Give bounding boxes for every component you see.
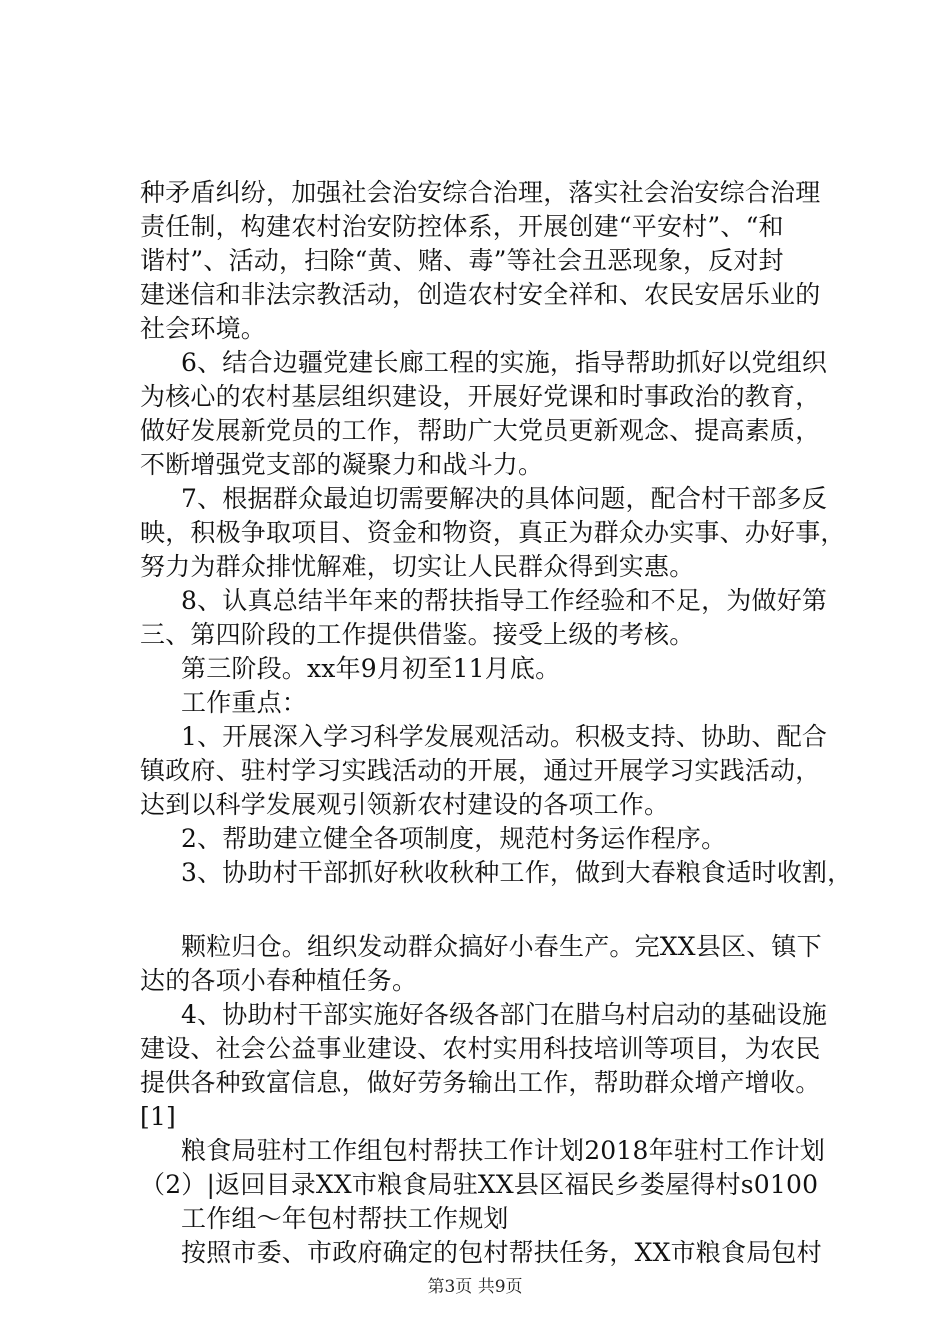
text-line: （2）|返回目录XX市粮食局驻XX县区福民乡娄屋得村s0100 bbox=[140, 1170, 819, 1199]
text-line: 8、认真总结半年来的帮扶指导工作经验和不足，为做好第 bbox=[181, 586, 828, 615]
text-line: 提供各种致富信息，做好劳务输出工作，帮助群众增产增收。 bbox=[140, 1068, 821, 1097]
text-line: 努力为群众排忧解难，切实让人民群众得到实惠。 bbox=[140, 552, 695, 581]
text-line: 三、第四阶段的工作提供借鉴。接受上级的考核。 bbox=[140, 620, 695, 649]
text-line: 按照市委、市政府确定的包村帮扶任务，XX市粮食局包村 bbox=[181, 1238, 822, 1267]
text-line: 1、开展深入学习科学发展观活动。积极支持、协助、配合 bbox=[181, 722, 828, 751]
text-line: 映，积极争取项目、资金和物资，真正为群众办实事、办好事， bbox=[140, 518, 846, 547]
text-line: 镇政府、驻村学习实践活动的开展，通过开展学习实践活动， bbox=[140, 756, 821, 785]
text-line: 建迷信和非法宗教活动，创造农村安全祥和、农民安居乐业的 bbox=[140, 280, 821, 309]
text-line: 为核心的农村基层组织建设，开展好党课和时事政治的教育， bbox=[140, 382, 821, 411]
text-line: 谐村”、活动，扫除“黄、赌、毒”等社会丑恶现象，反对封 bbox=[140, 246, 784, 275]
page-footer: 第3页 共9页 bbox=[427, 1277, 523, 1297]
text-line: 做好发展新党员的工作，帮助广大党员更新观念、提高素质， bbox=[140, 416, 821, 445]
text-line: 7、根据群众最迫切需要解决的具体问题，配合村干部多反 bbox=[181, 484, 828, 513]
text-line: 2、帮助建立健全各项制度，规范村务运作程序。 bbox=[181, 824, 727, 853]
text-line: 6、结合边疆党建长廊工程的实施，指导帮助抓好以党组织 bbox=[181, 348, 828, 377]
text-line: 达到以科学发展观引领新农村建设的各项工作。 bbox=[140, 790, 670, 819]
text-line: 种矛盾纠纷，加强社会治安综合治理，落实社会治安综合治理 bbox=[140, 178, 821, 207]
text-line: 工作重点： bbox=[181, 688, 308, 717]
text-line: 责任制，构建农村治安防控体系，开展创建“平安村”、“和 bbox=[140, 212, 784, 241]
text-line: [1] bbox=[140, 1102, 177, 1131]
text-line: 4、协助村干部实施好各级各部门在腊乌村启动的基础设施 bbox=[181, 1000, 828, 1029]
text-line: 建设、社会公益事业建设、农村实用科技培训等项目，为农民 bbox=[140, 1034, 821, 1063]
text-line: 第三阶段。xx年9月初至11月底。 bbox=[181, 654, 561, 683]
text-line: 颗粒归仓。组织发动群众搞好小春生产。完XX县区、镇下 bbox=[181, 932, 822, 961]
text-line: 社会环境。 bbox=[140, 314, 267, 343]
text-line: 3、协助村干部抓好秋收秋种工作，做到大春粮食适时收割， bbox=[181, 858, 853, 887]
text-line: 不断增强党支部的凝聚力和战斗力。 bbox=[140, 450, 544, 479]
text-line: 粮食局驻村工作组包村帮扶工作计划2018年驻村工作计划 bbox=[181, 1136, 826, 1165]
text-line: 达的各项小春种植任务。 bbox=[140, 966, 418, 995]
text-line: 工作组～年包村帮扶工作规划 bbox=[181, 1204, 509, 1233]
